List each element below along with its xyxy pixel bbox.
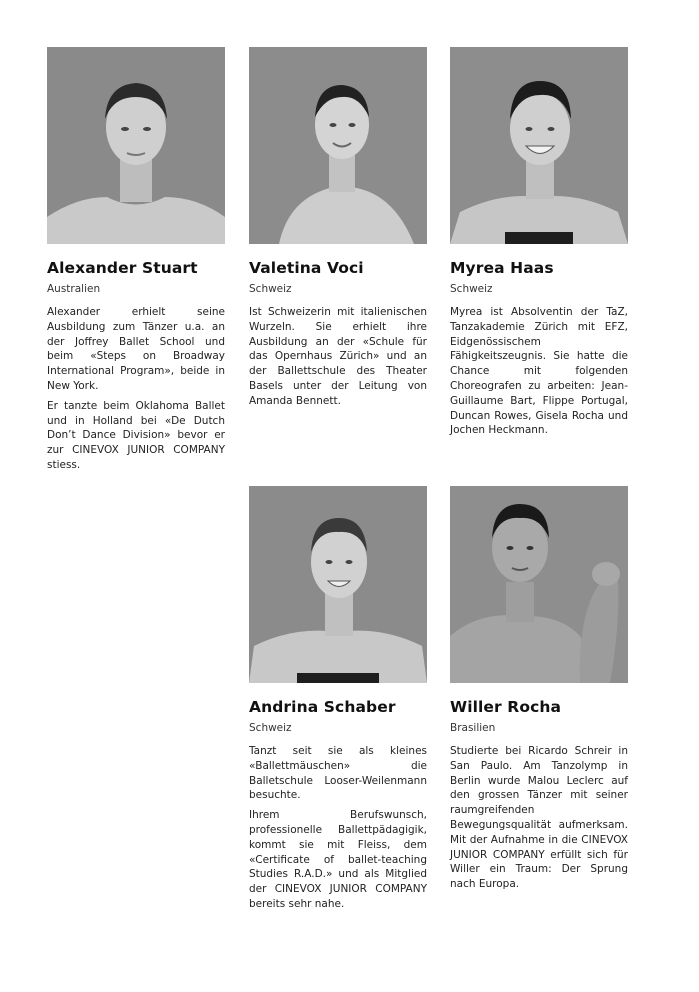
dancer-country: Australien — [47, 283, 101, 295]
dancer-portrait-photo — [450, 47, 628, 244]
dancer-bio-paragraph: Studierte bei Ricardo Schreir in San Paulo. Am Tanzolymp in Berlin wurde Malou Leclerc auf den grossen Tänzer mit seiner raumgreifenden Bewegungsqualität aufmerksam. Mit der Aufnahme in die CINEVOX JUNIOR COMPANY erfüllt sich für Willer ein Traum: Der Sprung nach Europa. — [450, 745, 628, 891]
dancer-portrait-photo — [249, 47, 427, 244]
dancer-card-myrea-haas — [450, 47, 628, 438]
dancer-country: Schweiz — [450, 283, 493, 295]
dancer-name: Valetina Voci — [249, 259, 364, 277]
dancer-bio-paragraph: Er tanzte beim Oklahoma Ballet und in Holland bei «De Dutch Don’t Dance Division» bevor er zur CINEVOX JUNIOR COMPANY stiess. — [47, 399, 225, 471]
dancer-bio-paragraph: Ihrem Berufswunsch, professionelle Ballettpädagigik, kommt sie mit Fleiss, dem «Certificate of ballet-teaching Studies R.A.D.» und als Mitglied der CINEVOX JUNIOR COMPANY bereits sehr nahe. — [249, 809, 427, 910]
dancer-card-alexander-stuart — [47, 47, 225, 473]
dancer-card-willer-rocha — [450, 486, 628, 892]
dancer-bio-paragraph: Tanzt seit sie als kleines «Ballettmäuschen» die Balletschule Looser-Weilenmann besuchte. — [249, 745, 427, 802]
dancer-country: Brasilien — [450, 722, 496, 734]
dancer-name: Andrina Schaber — [249, 698, 396, 716]
dancer-portrait-photo — [249, 486, 427, 683]
dancer-card-andrina-schaber — [249, 486, 427, 912]
dancer-country: Schweiz — [249, 283, 292, 295]
dancer-bio-paragraph: Ist Schweizerin mit italienischen Wurzeln. Sie erhielt ihre Ausbildung an der «Schule für das Opernhaus Zürich» und an der Ballettschule des Theater Basels unter der Leitung von Amanda Bennett. — [249, 306, 427, 407]
dancer-bio-paragraph: Alexander erhielt seine Ausbildung zum Tänzer u.a. an der Joffrey Ballet School und beim «Steps on Broadway International Program», beide in New York. — [47, 306, 225, 392]
dancer-portrait-photo — [450, 486, 628, 683]
dancer-card-valetina-voci — [249, 47, 427, 409]
dancer-name: Myrea Haas — [450, 259, 554, 277]
dancer-bio-paragraph: Myrea ist Absolventin der TaZ, Tanzakademie Zürich mit EFZ, Eidgenössischem Fähigkeitszeugnis. Sie hatte die Chance mit folgenden Choreografen zu arbeiten: Jean-Guillaume Bart, Flippe Portugal, Duncan Rowes, Gisela Rocha und Jochen Heckmann. — [450, 306, 628, 437]
dancer-name: Willer Rocha — [450, 698, 562, 716]
dancer-country: Schweiz — [249, 722, 292, 734]
dancer-portrait-photo — [47, 47, 225, 244]
dancer-name: Alexander Stuart — [47, 259, 198, 277]
